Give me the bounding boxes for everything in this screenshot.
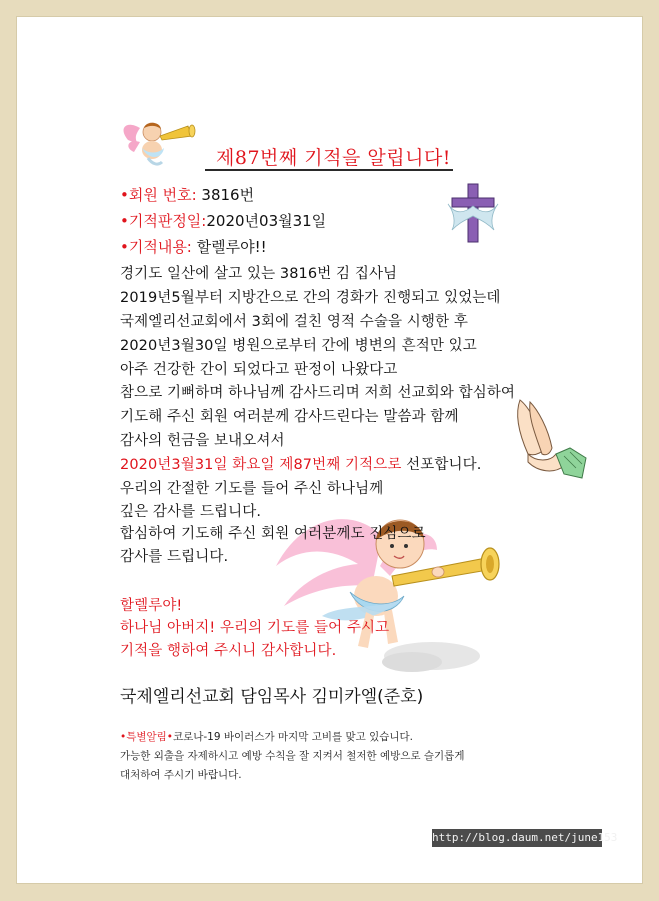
body-line: 감사의 헌금을 보내오셔서 (120, 433, 285, 449)
member-number-row (120, 184, 254, 205)
notice-text-1: 코로나-19 바이러스가 마지막 고비를 맞고 있습니다. (172, 731, 414, 743)
notice-label: •특별알림• (120, 731, 173, 743)
closing-line: 기적을 행하여 주시니 감사합니다. (120, 643, 337, 659)
notice-line-2: 가능한 외출을 자제하시고 예방 수칙을 잘 지켜서 철저한 예방으로 슬기롭게 (120, 750, 465, 762)
proclamation-highlight: 2020년3월31일 화요일 제87번째 기적으로 (120, 457, 402, 473)
thanks-line: 우리의 간절한 기도를 들어 주신 하나님께 (120, 481, 384, 497)
title-underline (205, 169, 453, 171)
miracle-date-label: •기적판정일: (120, 212, 207, 230)
blog-watermark: http://blog.daum.net/june153 (432, 829, 602, 847)
body-line: 참으로 기뻐하며 하나님께 감사드리며 저희 선교회와 합심하여 (120, 385, 516, 401)
body-line: 아주 건강한 간이 되었다고 판정이 나왔다고 (120, 362, 398, 378)
body-line: 2019년5월부터 지방간으로 간의 경화가 진행되고 있었는데 (120, 290, 501, 306)
proclamation-line (120, 453, 481, 474)
member-number-value: 3816번 (196, 186, 255, 204)
body-line: 국제엘리선교회에서 3회에 걸친 영적 수술을 시행한 후 (120, 314, 468, 330)
member-number-label: •회원 번호: (120, 186, 197, 204)
cross-icon (444, 182, 502, 244)
closing-line: 하나님 아버지! 우리의 기도를 들어 주시고 (120, 620, 390, 636)
thanks-line: 깊은 감사를 드립니다. (120, 504, 262, 520)
angel-trumpet-small-icon (118, 118, 198, 170)
signature: 국제엘리선교회 담임목사 김미카엘(준호) (120, 687, 424, 707)
closing-line: 할렐루야! (120, 598, 183, 614)
miracle-content-row (120, 236, 267, 257)
praying-hands-icon (510, 396, 590, 486)
proclamation-text: 선포합니다. (401, 457, 482, 473)
body-line: 경기도 일산에 살고 있는 3816번 김 집사님 (120, 266, 398, 282)
miracle-content-value: 할렐루야!! (191, 238, 267, 256)
thanks-line: 합심하여 기도해 주신 회원 여러분께도 진심으로 (120, 526, 426, 542)
miracle-date-row (120, 210, 326, 231)
notice-line-3: 대처하여 주시기 바랍니다. (120, 769, 242, 781)
body-line: 2020년3월30일 병원으로부터 간에 병변의 흔적만 있고 (120, 338, 477, 354)
miracle-date-value: 2020년03월31일 (206, 212, 327, 230)
body-line: 기도해 주신 회원 여러분께 감사드린다는 말씀과 함께 (120, 409, 459, 425)
miracle-content-label: •기적내용: (120, 238, 192, 256)
thanks-line: 감사를 드립니다. (120, 549, 229, 565)
page-title: 제87번째 기적을 알립니다! (216, 147, 451, 169)
notice-line-1 (120, 729, 413, 744)
